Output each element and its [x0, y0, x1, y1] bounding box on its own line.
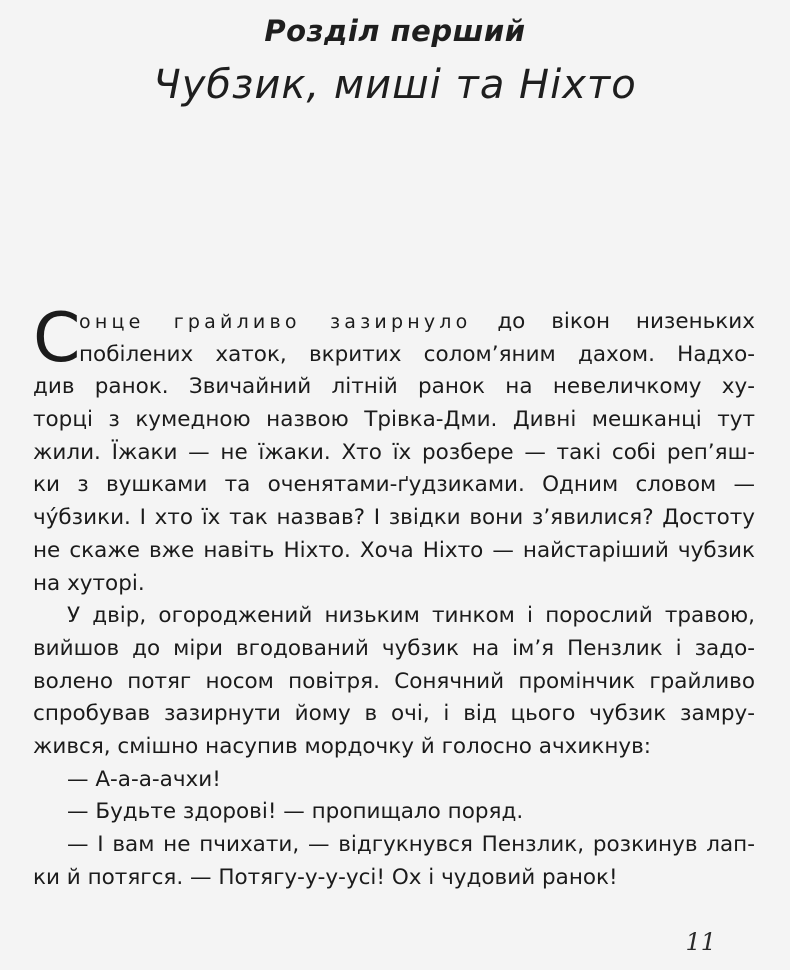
chapter-label: Розділ перший [264, 14, 526, 48]
text-line: спробував зазирнути йому в очі, і від цього чубзик замру- [33, 701, 755, 727]
text-line: торці з кумедною назвою Трівка-Дми. Дивні мешканці тут [33, 407, 755, 433]
text-line: — І вам не пчихати, — відгукнувся Пензлик, розкинув лап- [67, 832, 755, 857]
text-line: ки й потягся. — Потягу-у-у-усі! Ох і чудовий ранок! [33, 864, 618, 890]
text-line: У двір, огороджений низьким тинком і порослий травою, [67, 603, 755, 629]
text-line: не скаже вже навіть Ніхто. Хоча Ніхто — найстаріший чубзик [33, 537, 755, 563]
text-line: онце грайливо зазирнуло до вікон низеньких [79, 309, 755, 334]
drop-cap: С [33, 299, 81, 378]
text-line: ки з вушками та оченятами-ґудзиками. Одним словом — [33, 472, 755, 498]
text-line: жили. Їжаки — не їжаки. Хто їх розбере — такі собі реп’яш- [33, 439, 755, 465]
text-line: — Будьте здорові! — пропищало поряд. [67, 799, 524, 825]
text-line: побілених хаток, вкритих солом’яним дахом. Надхо- [79, 341, 755, 367]
body-text [33, 299, 755, 894]
text-line: жився, смішно насупив мордочку й голосно ачхикнув: [33, 733, 652, 759]
text-line: — А-а-а-ачхи! [67, 766, 221, 792]
text-line: вийшов до міри вгодований чубзик на ім’я Пензлик і задо- [33, 635, 755, 661]
opening-words: онце грайливо зазирнуло [79, 311, 472, 333]
page-number: 11 [685, 928, 716, 956]
text-line: див ранок. Звичайний літній ранок на невеличкому ху- [33, 374, 755, 400]
text-line: на хуторі. [33, 570, 145, 596]
text-line: волено потяг носом повітря. Сонячний промінчик грайливо [33, 668, 755, 694]
chapter-title: Чубзик, миші та Ніхто [153, 62, 637, 108]
text-line: чу́бзики. І хто їх так назвав? І звідки вони з’явилися? Достоту [33, 505, 755, 531]
